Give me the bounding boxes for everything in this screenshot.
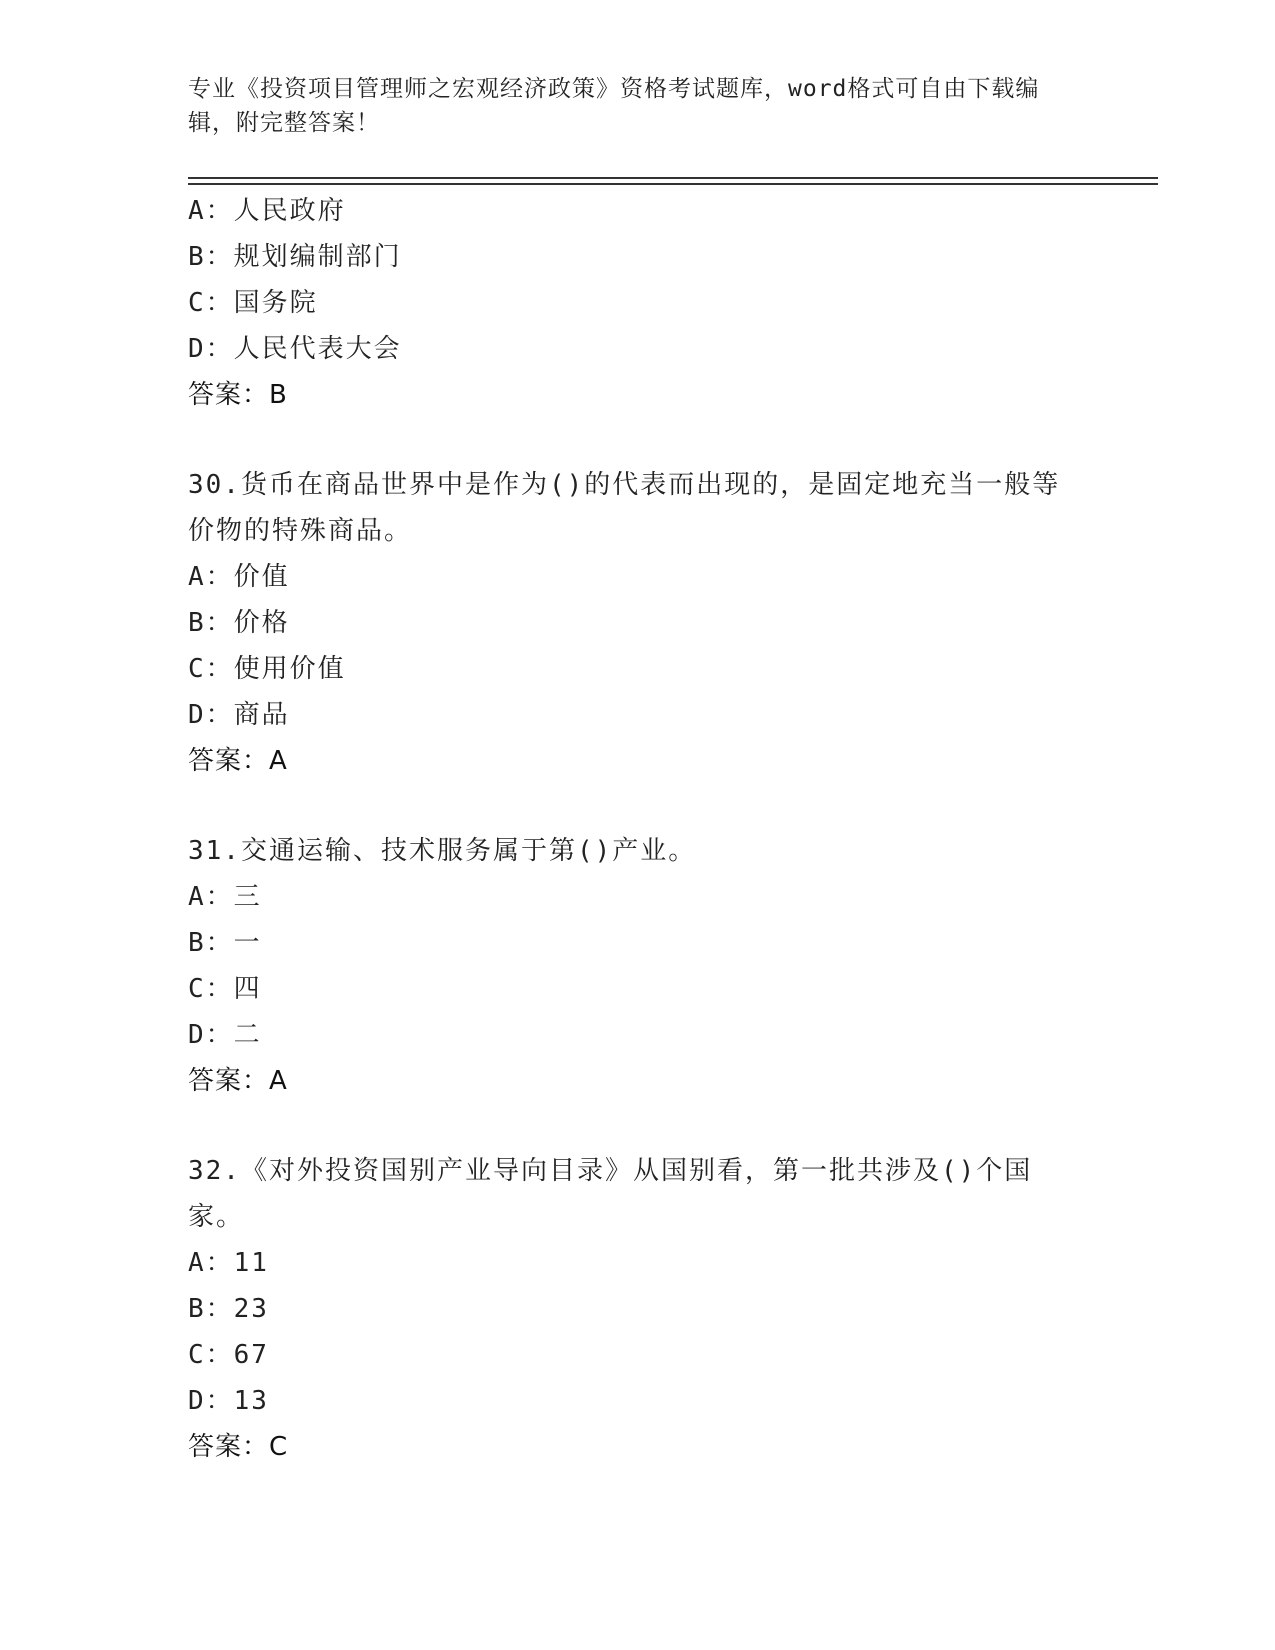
option-text: 规划编制部门 xyxy=(233,242,402,272)
question-text: 32.《对外投资国别产业导向目录》从国别看，第一批共涉及()个国家。 xyxy=(188,1156,1033,1232)
option-text: 价格 xyxy=(233,608,290,638)
option-c xyxy=(188,1332,1088,1378)
option-letter: D： xyxy=(188,1020,234,1050)
answer-line: 答案：C xyxy=(188,1432,289,1462)
option-a xyxy=(188,874,1088,920)
option-text: 三 xyxy=(233,882,262,912)
question-29-continuation xyxy=(188,188,1088,418)
option-text: 人民政府 xyxy=(233,196,346,226)
option-text: 67 xyxy=(233,1340,269,1370)
option-text: 23 xyxy=(233,1294,269,1324)
option-c xyxy=(188,280,1088,326)
option-letter: C： xyxy=(188,1340,234,1370)
document-header: 专业《投资项目管理师之宏观经济政策》资格考试题库，word格式可自由下载编辑，附完整答案！ xyxy=(188,76,1040,136)
spacer xyxy=(188,418,1088,462)
answer-line: 答案：A xyxy=(188,746,288,776)
option-letter: A： xyxy=(188,882,234,912)
option-b xyxy=(188,920,1088,966)
option-letter: D： xyxy=(188,1386,234,1416)
question-30 xyxy=(188,462,1088,784)
option-b xyxy=(188,600,1088,646)
option-letter: D： xyxy=(188,334,234,364)
option-letter: D： xyxy=(188,700,234,730)
option-letter: C： xyxy=(188,654,234,684)
option-text: 商品 xyxy=(233,700,290,730)
option-text: 使用价值 xyxy=(233,654,346,684)
option-c xyxy=(188,646,1088,692)
option-text: 11 xyxy=(233,1248,269,1278)
header-rule-bottom xyxy=(188,183,1158,185)
question-content xyxy=(188,188,1088,1470)
option-d xyxy=(188,692,1088,738)
option-a xyxy=(188,188,1088,234)
spacer xyxy=(188,1104,1088,1148)
question-text: 30.货币在商品世界中是作为()的代表而出现的，是固定地充当一般等价物的特殊商品。 xyxy=(188,470,1061,546)
option-text: 四 xyxy=(233,974,262,1004)
option-letter: B： xyxy=(188,242,234,272)
question-32 xyxy=(188,1148,1088,1470)
option-b xyxy=(188,1286,1088,1332)
option-letter: A： xyxy=(188,196,234,226)
answer-line: 答案：A xyxy=(188,1066,288,1096)
answer-line: 答案：B xyxy=(188,380,288,410)
option-d xyxy=(188,326,1088,372)
question-text: 31.交通运输、技术服务属于第()产业。 xyxy=(188,836,697,866)
option-letter: B： xyxy=(188,928,234,958)
option-d xyxy=(188,1378,1088,1424)
option-text: 国务院 xyxy=(233,288,318,318)
option-text: 价值 xyxy=(233,562,290,592)
option-text: 二 xyxy=(233,1020,262,1050)
option-letter: A： xyxy=(188,1248,234,1278)
option-d xyxy=(188,1012,1088,1058)
option-letter: C： xyxy=(188,288,234,318)
option-text: 人民代表大会 xyxy=(233,334,402,364)
option-text: 13 xyxy=(233,1386,269,1416)
option-b xyxy=(188,234,1088,280)
option-a xyxy=(188,554,1088,600)
option-letter: C： xyxy=(188,974,234,1004)
option-letter: B： xyxy=(188,1294,234,1324)
option-letter: A： xyxy=(188,562,234,592)
question-31 xyxy=(188,828,1088,1104)
option-c xyxy=(188,966,1088,1012)
header-rule-top xyxy=(188,177,1158,179)
spacer xyxy=(188,784,1088,828)
option-a xyxy=(188,1240,1088,1286)
option-text: 一 xyxy=(233,928,262,958)
option-letter: B： xyxy=(188,608,234,638)
